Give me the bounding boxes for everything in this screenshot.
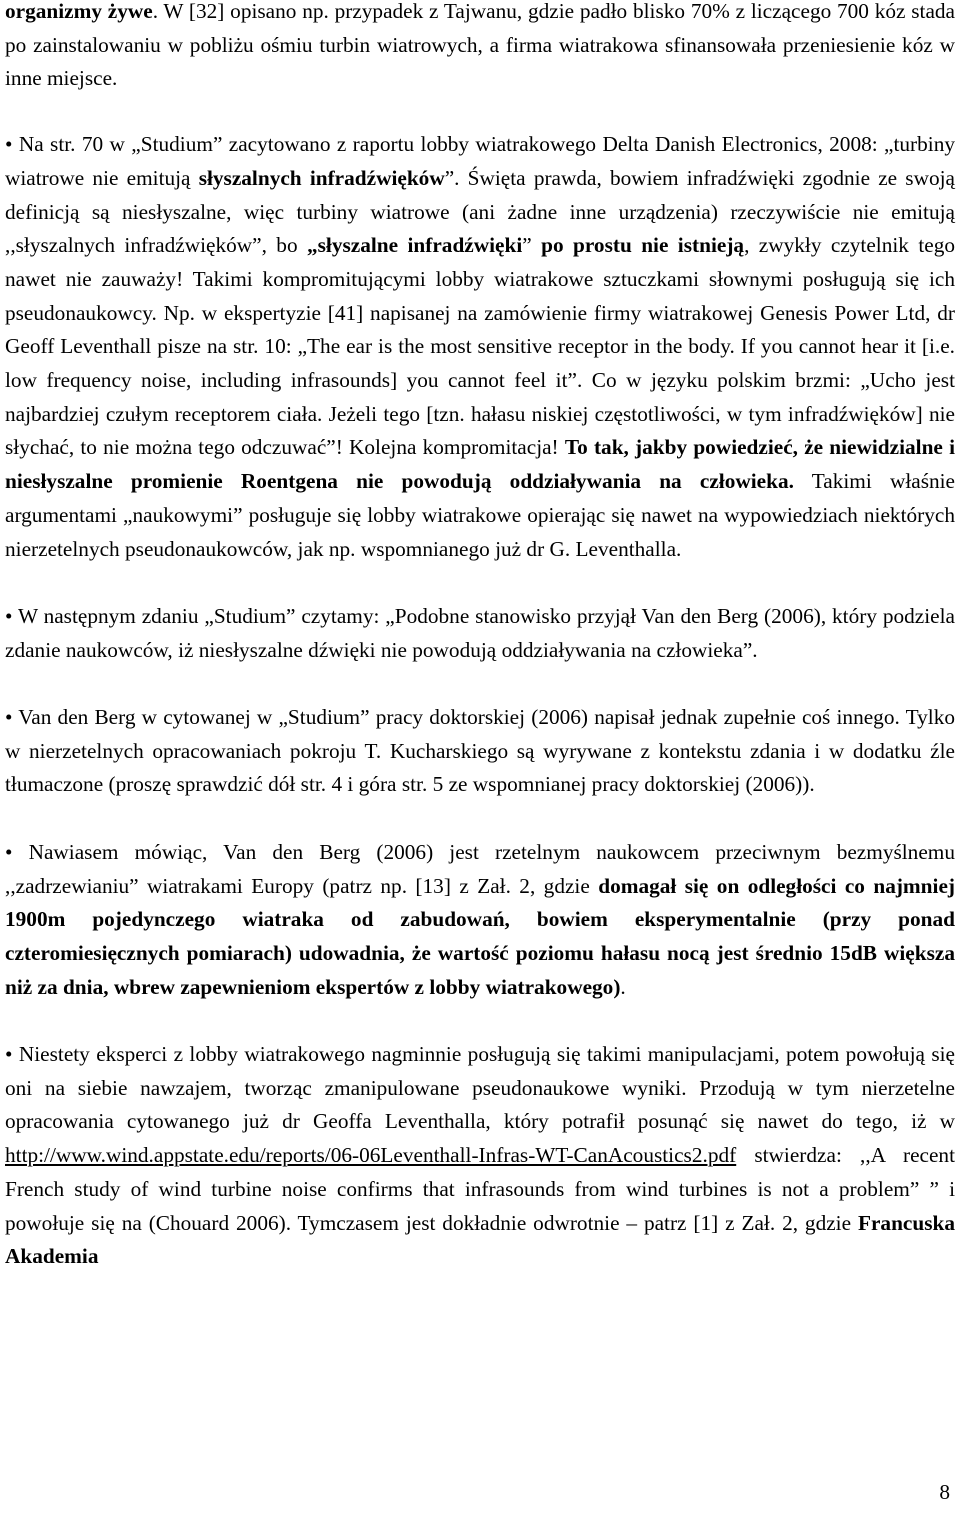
body-text: Van den Berg w cytowanej w „Studium” pracy doktorskiej (2006) napisał jednak zupełnie coś innego. Tylko w nierzetelnych opracowaniach pokroju T. Kucharskiego są wyrywane z kontekstu zdania i w dodatku źle tłumaczone (proszę sprawdzić dół str. 4 i góra str. 5 ze wspomnianej pracy doktorskiej (2006)).	[5, 705, 955, 797]
bold-text: słyszalnych infradźwięków	[198, 165, 445, 190]
body-text: Nawiasem mówiąc, Van den Berg (2006) jest rzetelnym naukowcem przeciwnym bezmyślnemu ,,zadrzewianiu” wiatrakami Europy (patrz np. [13] z Zał. 2, gdzie	[5, 839, 955, 898]
body-text: , zwykły czytelnik tego nawet nie zauważy! Takimi kompromitującymi lobby wiatrakowe sztuczkami słownymi posługują się ich pseudonaukowcy. Np. w ekspertyzie [41] napisanej na zamówienie firmy wiatrakowej Genesis Power Ltd, dr Geoff Leventhall pisze na str. 10: „The ear is the most sensitive receptor in the body. If you cannot hear it [i.e. low frequency noise, including infrasounds] you cannot feel it”. Co w języku polskim brzmi: „Ucho jest najbardziej czułym receptorem ciała. Jeżeli tego [tzn. hałasu niskiej częstotliwości, w tym infradźwięków] nie słychać, to nie można tego odczuwać”! Kolejna kompromitacja!	[5, 233, 955, 460]
bold-text: Francuska Akademia	[5, 1210, 955, 1269]
page-number: 8	[939, 1480, 950, 1504]
document-body	[5, 0, 955, 1274]
bullet-marker: •	[5, 705, 19, 730]
bullet-paragraph	[5, 836, 955, 1005]
paragraph-continuation	[5, 0, 955, 96]
body-text: Na str. 70 w „Studium” zacytowano z raportu lobby wiatrakowego Delta Danish Electronics, 2008: „turbiny wiatrowe nie emitują	[5, 132, 956, 190]
bullet-paragraph	[5, 701, 955, 802]
bullet-paragraph	[5, 1038, 955, 1274]
body-text: .	[620, 974, 626, 999]
body-text: Niestety eksperci z lobby wiatrakowego nagminnie posługują się takimi manipulacjami, potem powołują się oni na siebie nawzajem, tworząc zmanipulowane pseudonaukowe wyniki. Przodują w tym nierzetelne opracowania cytowanego już dr Geoffa Leventhalla, który potrafił posunąć się nawet do tego, iż w	[5, 1042, 956, 1134]
bullet-marker: •	[5, 1042, 19, 1067]
bullet-marker: •	[5, 839, 29, 864]
body-text: ”	[522, 233, 542, 258]
body-text: stwierdza: ,,A recent French study of wind turbine noise confirms that infrasounds from wind turbines is not a problem” ” i powołuje się na (Chouard 2006). Tymczasem jest dokładnie odwrotnie – patrz [1] z Zał. 2, gdzie	[5, 1143, 955, 1235]
body-text: W następnym zdaniu „Studium” czytamy: „Podobne stanowisko przyjął Van den Berg (2006), który podziela zdanie naukowców, iż niesłyszalne dźwięki nie powodują oddziaływania na człowieka”.	[5, 603, 956, 662]
bold-text: po prostu nie istnieją	[541, 233, 745, 258]
body-text: ”. Święta prawda, bowiem infradźwięki zgodnie ze swoją definicją są niesłyszalne, więc turbiny wiatrowe (ani żadne inne urządzenia) rzeczywiście nie emitują ,,słyszalnych infradźwięków”, bo	[5, 165, 955, 258]
bold-text: „słyszalne infradźwięki	[307, 233, 523, 258]
document-link[interactable]: http://www.wind.appstate.edu/reports/06-06Leventhall-Infras-WT-CanAcoustics2.pdf	[5, 1143, 737, 1168]
body-text: Takimi właśnie argumentami „naukowymi” posługuje się lobby wiatrakowe opierając się nawet na wypowiedziach niektórych nierzetelnych pseudonaukowców, jak np. wspomnianego już dr G. Leventhalla.	[5, 469, 956, 561]
bold-text: domagał się on odległości co najmniej 1900m pojedynczego wiatraka od zabudowań, bowiem eksperymentalnie (przy ponad czteromiesięcznych pomiarach) udowadnia, że wartość poziomu hałasu nocą jest średnio 15dB większa niż za dnia, wbrew zapewnieniom ekspertów z lobby wiatrakowego)	[5, 873, 955, 999]
bullet-paragraph	[5, 128, 955, 566]
bullet-marker: •	[5, 603, 18, 628]
document-page	[5, 0, 956, 1504]
bold-text: To tak, jakby powiedzieć, że niewidzialne i niesłyszalne promienie Roentgena nie powodują oddziaływania na człowieka.	[5, 435, 955, 494]
bold-text: organizmy żywe	[5, 0, 153, 23]
bullet-marker: •	[5, 132, 19, 157]
bullet-paragraph	[5, 600, 955, 667]
body-text: . W [32] opisano np. przypadek z Tajwanu, gdzie padło blisko 70% z liczącego 700 kóz stada po zainstalowaniu w pobliżu ośmiu turbin wiatrowych, a firma wiatrakowa sfinansowała przeniesienie kóz w inne miejsce.	[5, 0, 956, 91]
